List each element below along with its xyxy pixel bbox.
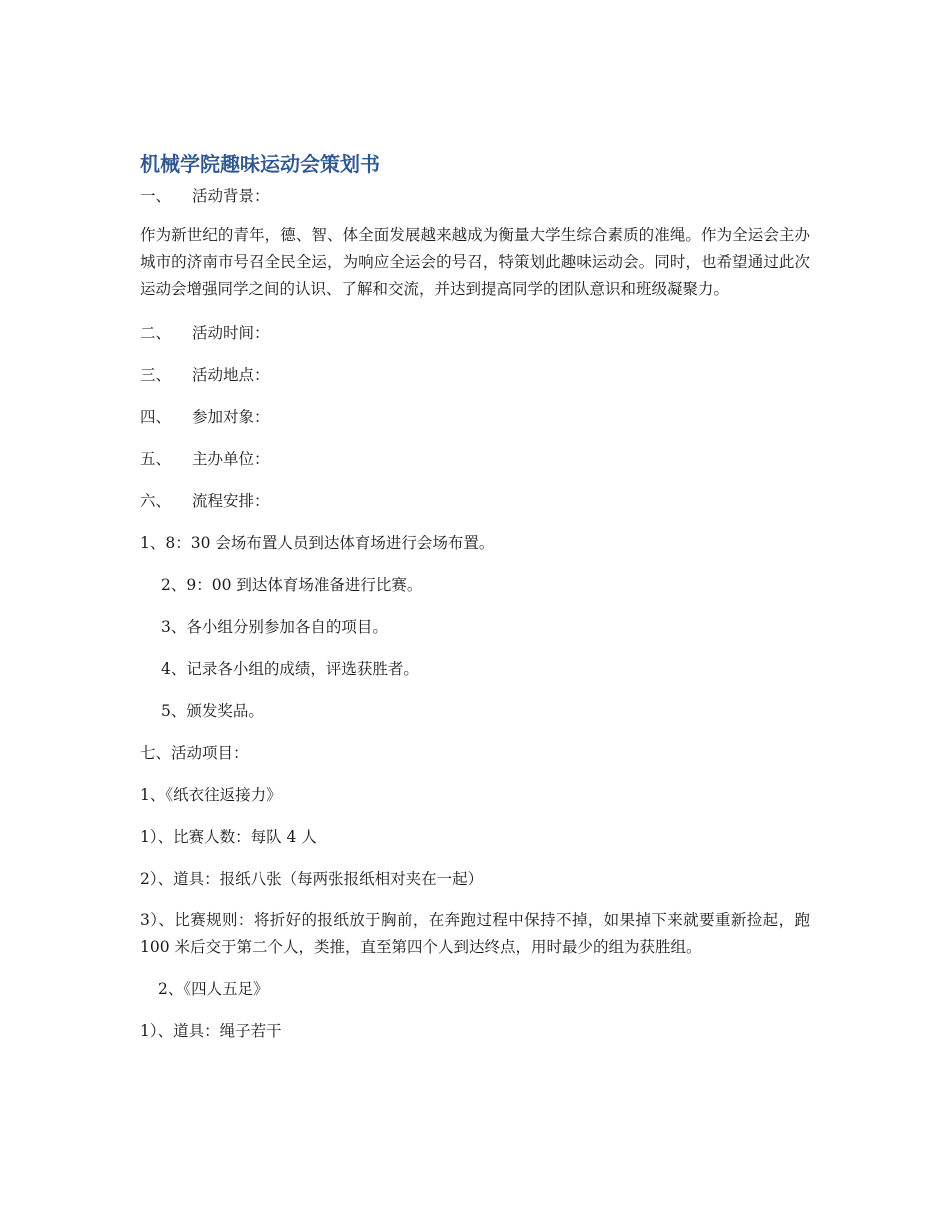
section-label: 流程安排： — [192, 492, 270, 510]
section-heading-time — [140, 321, 810, 345]
section-number: 四、 — [140, 408, 172, 426]
section-number: 二、 — [140, 324, 172, 342]
section-number: 六、 — [140, 492, 172, 510]
section-label: 参加对象： — [192, 408, 270, 426]
section-heading-organizer — [140, 447, 810, 471]
section-label: 活动地点： — [192, 366, 270, 384]
section-heading-background — [140, 184, 810, 208]
section-label: 主办单位： — [192, 450, 270, 468]
schedule-item: 1、8：30 会场布置人员到达体育场进行会场布置。 — [140, 534, 495, 552]
schedule-item: 2、9：00 到达体育场准备进行比赛。 — [161, 576, 423, 594]
background-paragraph: 作为新世纪的青年，德、智、体全面发展越来越成为衡量大学生综合素质的准绳。作为全运会主办城市的济南市号召全民全运，为响应全运会的号召，特策划此趣味运动会。同时，也希望通过此次运动会增强同学之间的认识、了解和交流，并达到提高同学的团队意识和班级凝聚力。 — [140, 226, 810, 298]
section-heading-activities: 七、活动项目： — [140, 744, 249, 762]
section-label: 活动时间： — [192, 324, 270, 342]
section-heading-schedule — [140, 489, 810, 513]
schedule-item: 3、各小组分别参加各自的项目。 — [161, 618, 388, 636]
activity-title: 2、《四人五足》 — [158, 980, 269, 998]
activity-rules: 3）、比赛规则：将折好的报纸放于胸前，在奔跑过程中保持不掉，如果掉下来就要重新捡起，跑 100 米后交于第二个人，类推，直至第四个人到达终点，用时最少的组为获胜组。 — [140, 911, 810, 956]
document-body — [140, 148, 810, 1043]
section-number: 一、 — [140, 187, 172, 205]
section-number: 五、 — [140, 450, 172, 468]
activity-title: 1、《纸衣往返接力》 — [140, 786, 282, 804]
activity-detail: 1）、道具：绳子若干 — [140, 1022, 282, 1040]
section-number: 三、 — [140, 366, 172, 384]
document-title: 机械学院趣味运动会策划书 — [140, 152, 380, 176]
activity-detail: 1）、比赛人数：每队 4 人 — [140, 828, 317, 846]
schedule-item: 5、颁发奖品。 — [161, 702, 264, 720]
section-heading-location — [140, 363, 810, 387]
activity-detail: 2）、道具：报纸八张（每两张报纸相对夹在一起） — [140, 870, 484, 888]
section-label: 活动背景： — [192, 187, 270, 205]
section-heading-participants — [140, 405, 810, 429]
schedule-item: 4、记录各小组的成绩，评选获胜者。 — [161, 660, 419, 678]
